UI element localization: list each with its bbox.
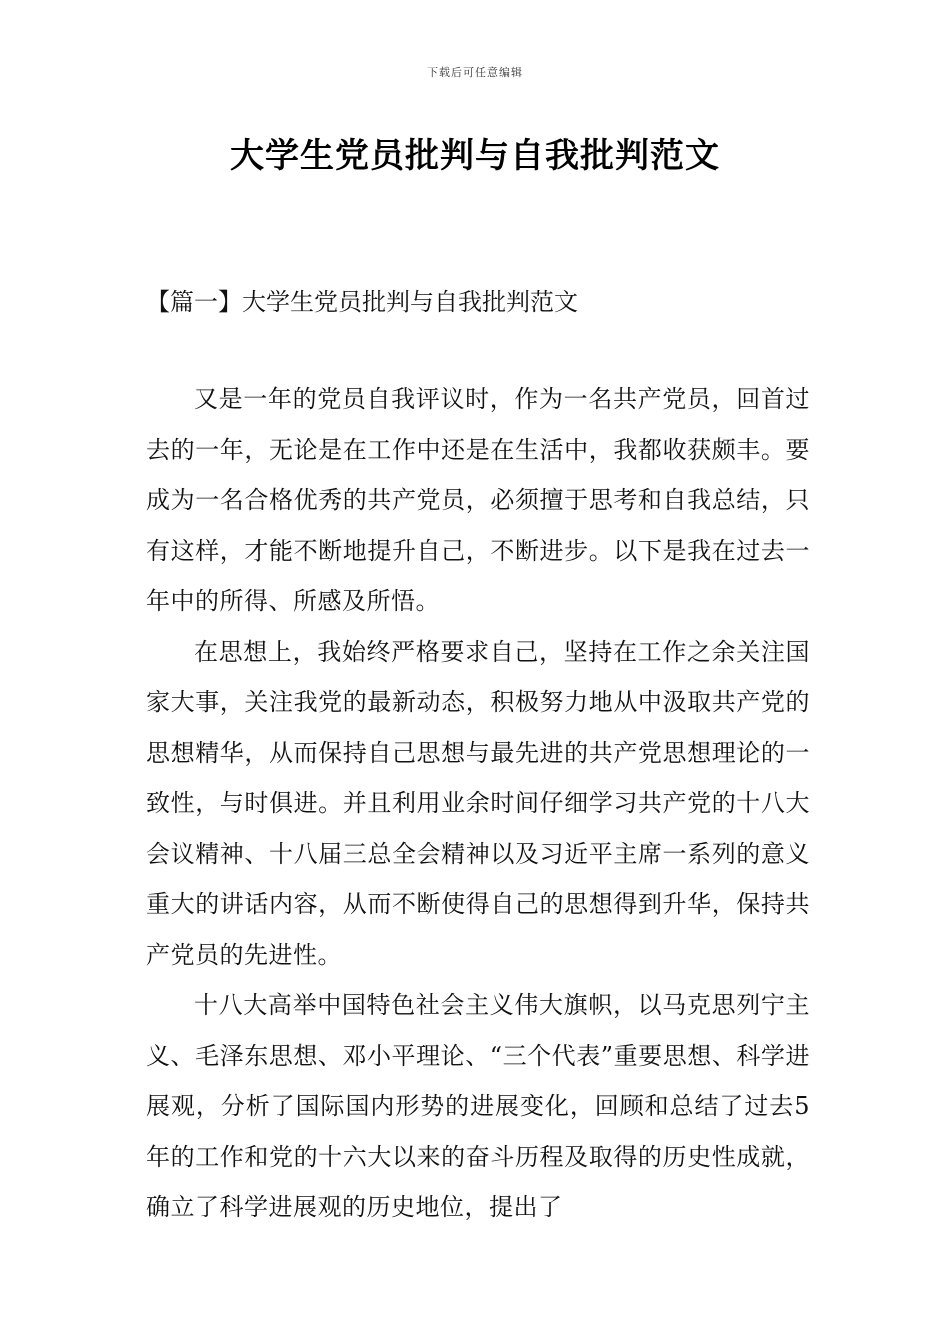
section-heading: 【篇一】大学生党员批判与自我批判范文 bbox=[146, 288, 578, 316]
header-note: 下载后可任意编辑 bbox=[427, 66, 523, 79]
paragraph-3: 十八大高举中国特色社会主义伟大旗帜，以马克思列宁主义、毛泽东思想、邓小平理论、“三个代表”重要思想、科学进展观，分析了国际国内形势的进展变化，回顾和总结了过去5年的工作和党的十六大以来的奋斗历程及取得的历史性成就，确立了科学进展观的历史地位，提出了 bbox=[146, 991, 810, 1221]
document-body bbox=[146, 374, 810, 1233]
document-title: 大学生党员批判与自我批判范文 bbox=[230, 136, 720, 176]
paragraph-1: 又是一年的党员自我评议时，作为一名共产党员，回首过去的一年，无论是在工作中还是在生活中，我都收获颇丰。要成为一名合格优秀的共产党员，必须擅于思考和自我总结，只有这样，才能不断地提升自己，不断进步。以下是我在过去一年中的所得、所感及所悟。 bbox=[146, 385, 810, 615]
paragraph-2: 在思想上，我始终严格要求自己，坚持在工作之余关注国家大事，关注我党的最新动态，积极努力地从中汲取共产党的思想精华，从而保持自己思想与最先进的共产党思想理论的一致性，与时俱进。并且利用业余时间仔细学习共产党的十八大会议精神、十八届三总全会精神以及习近平主席一系列的意义重大的讲话内容，从而不断使得自己的思想得到升华，保持共产党员的先进性。 bbox=[146, 637, 810, 969]
